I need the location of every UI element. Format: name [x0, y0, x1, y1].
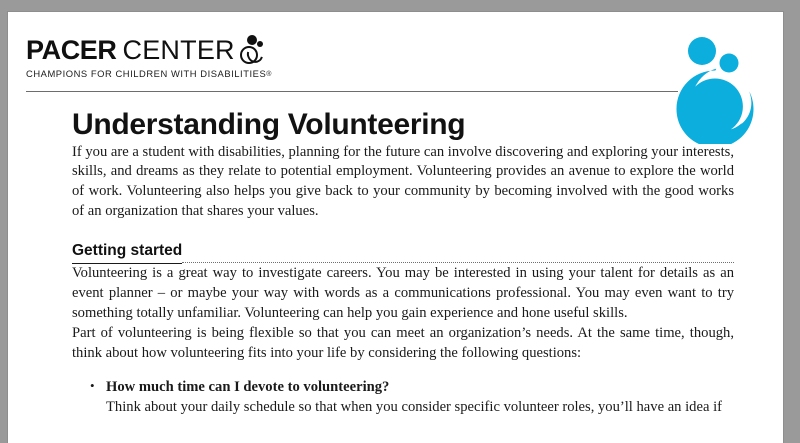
brand-center-text: CENTER: [122, 35, 235, 65]
pacer-circle-figure-icon: [238, 35, 268, 65]
masthead-divider: [26, 91, 678, 92]
intro-paragraph: If you are a student with disabilities, planning for the future can involve discovering and exploring your interests, skills, and dreams as they relate to potential employment. Volunteering provides an avenue to explore the world of work. Volunteering also helps you give back to your community by becoming involved with the good works of an organization that shares your values.: [72, 143, 734, 220]
masthead: [8, 12, 783, 98]
figure-head-large-shape: [247, 35, 257, 45]
document-content: [72, 108, 734, 418]
brand-tagline-text: CHAMPIONS FOR CHILDREN WITH DISABILITIES: [26, 68, 267, 79]
pacer-center-logo: [26, 34, 326, 79]
section-paragraph-1: Volunteering is a great way to investigate careers. You may be interested in using your talent for details as an event planner – or maybe your way with words as a communications professional. You may even want to try something totally unfamiliar. Volunteering can help you gain experience and hone useful skills.: [72, 265, 734, 321]
brand-wordmark: [26, 34, 326, 64]
brand-pacer-text: PACER: [26, 35, 117, 65]
list-item: [106, 378, 734, 418]
brand-tagline: [26, 68, 326, 79]
question-body: Think about your daily schedule so that when you consider specific volunteer roles, you’ll have an idea if: [106, 398, 723, 415]
document-page: [8, 12, 783, 443]
section-heading-getting-started: Getting started: [72, 242, 182, 264]
questions-list: [72, 378, 734, 418]
section-heading-dotted-rule: [182, 261, 734, 263]
section-heading-row: [72, 242, 734, 264]
registered-mark-icon: ®: [266, 71, 272, 78]
section-paragraph-2: Part of volunteering is being flexible so that you can meet an organization’s needs. At the same time, though, think about how volunteering fits into your life by considering the following questions:: [72, 324, 734, 361]
page-title: Understanding Volunteering: [72, 108, 466, 141]
question-title: • How much time can I devote to volunteering?: [106, 378, 390, 395]
